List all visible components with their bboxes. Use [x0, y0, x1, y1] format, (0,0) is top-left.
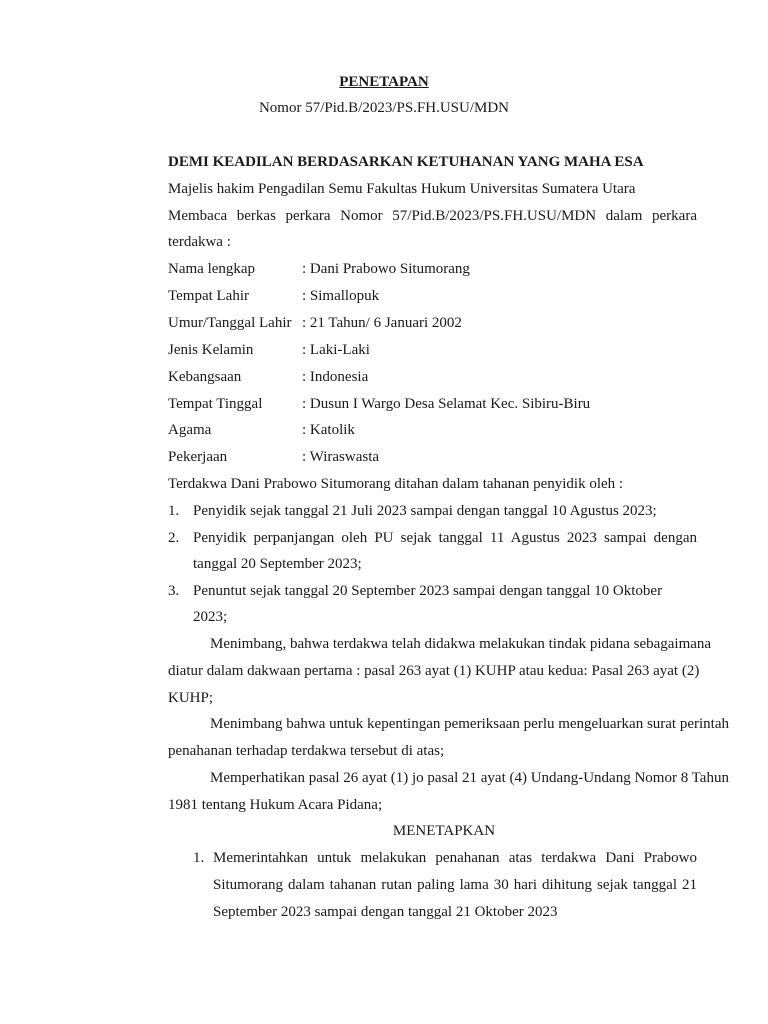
- consideration-line: KUHP;: [168, 690, 214, 706]
- decision-heading: MENETAPKAN: [392, 823, 496, 839]
- field-label: Pekerjaan: [168, 449, 228, 465]
- field-value: : Dusun I Wargo Desa Selamat Kec. Sibiru-Biru: [302, 396, 591, 412]
- field-label: Tempat Tinggal: [168, 396, 263, 412]
- field-value: : Indonesia: [302, 369, 369, 385]
- list-number: 1.: [168, 503, 180, 519]
- document-number: Nomor 57/Pid.B/2023/PS.FH.USU/MDN: [258, 100, 510, 116]
- field-label: Tempat Lahir: [168, 288, 249, 304]
- list-item: Penuntut sejak tanggal 20 September 2023 sampai dengan tanggal 10 Oktober: [193, 583, 663, 599]
- list-item: 2023;: [193, 609, 228, 625]
- field-label: Kebangsaan: [168, 369, 242, 385]
- intro-line: terdakwa :: [168, 234, 231, 250]
- list-item: Penyidik sejak tanggal 21 Juli 2023 sampai dengan tanggal 10 Agustus 2023;: [193, 503, 657, 519]
- decision-item: Situmorang dalam tahanan rutan paling lama 30 hari dihitung sejak tanggal 21: [213, 877, 697, 893]
- intro-line: Majelis hakim Pengadilan Semu Fakultas Hukum Universitas Sumatera Utara: [168, 181, 636, 197]
- field-label: Nama lengkap: [168, 261, 256, 277]
- consideration-line: Menimbang bahwa untuk kepentingan pemeriksaan perlu mengeluarkan surat perintah: [210, 716, 729, 732]
- consideration-line: diatur dalam dakwaan pertama : pasal 263 ayat (1) KUHP atau kedua: Pasal 263 ayat (2): [168, 663, 700, 679]
- list-number: 1.: [193, 850, 205, 866]
- heading: DEMI KEADILAN BERDASARKAN KETUHANAN YANG MAHA ESA: [168, 154, 644, 170]
- field-value: : Wiraswasta: [302, 449, 380, 465]
- title-text: PENETAPAN: [339, 74, 429, 90]
- document-title: [0, 73, 768, 91]
- detention-intro: Terdakwa Dani Prabowo Situmorang ditahan dalam tahanan penyidik oleh :: [168, 476, 624, 492]
- consideration-line: Memperhatikan pasal 26 ayat (1) jo pasal 21 ayat (4) Undang-Undang Nomor 8 Tahun: [210, 770, 729, 786]
- field-value: : Katolik: [302, 422, 355, 438]
- field-label: Umur/Tanggal Lahir: [168, 315, 292, 331]
- list-number: 2.: [168, 530, 180, 546]
- field-value: : Laki-Laki: [302, 342, 370, 358]
- field-value: : 21 Tahun/ 6 Januari 2002: [302, 315, 462, 331]
- consideration-line: 1981 tentang Hukum Acara Pidana;: [168, 797, 383, 813]
- list-item: tanggal 20 September 2023;: [193, 556, 362, 572]
- intro-line: Membaca berkas perkara Nomor 57/Pid.B/2023/PS.FH.USU/MDN dalam perkara: [168, 208, 697, 224]
- list-number: 3.: [168, 583, 180, 599]
- consideration-line: penahanan terhadap terdakwa tersebut di atas;: [168, 743, 445, 759]
- field-label: Agama: [168, 422, 212, 438]
- field-value: : Dani Prabowo Situmorang: [302, 261, 470, 277]
- field-value: : Simallopuk: [302, 288, 380, 304]
- field-label: Jenis Kelamin: [168, 342, 254, 358]
- decision-item: September 2023 sampai dengan tanggal 21 Oktober 2023: [213, 904, 558, 920]
- decision-item: Memerintahkan untuk melakukan penahanan atas terdakwa Dani Prabowo: [213, 850, 697, 866]
- list-item: Penyidik perpanjangan oleh PU sejak tanggal 11 Agustus 2023 sampai dengan: [193, 530, 697, 546]
- consideration-line: Menimbang, bahwa terdakwa telah didakwa melakukan tindak pidana sebagaimana: [210, 636, 712, 652]
